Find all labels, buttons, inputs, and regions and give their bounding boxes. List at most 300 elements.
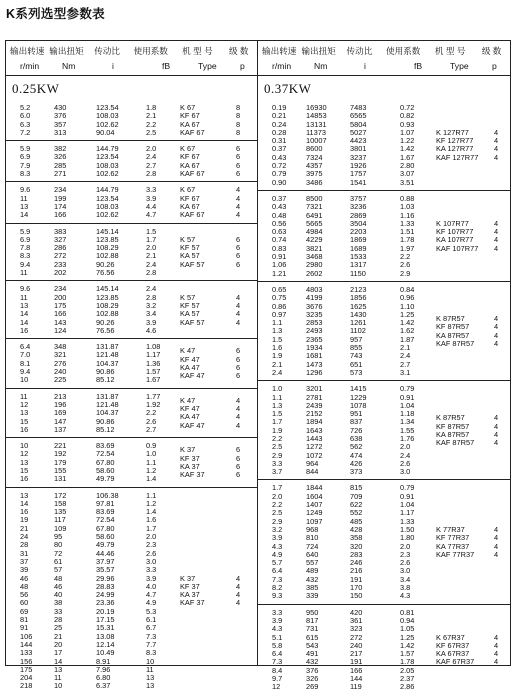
- parameter-table: [5, 40, 511, 692]
- cell: 8.91: [96, 656, 111, 666]
- cell: 225: [54, 375, 67, 385]
- unit-rmin: r/min: [272, 61, 292, 71]
- service-factor-col: [146, 228, 180, 278]
- cell: 2.6: [400, 260, 411, 270]
- type-cell: KA 67: [180, 201, 200, 211]
- cell: 10: [54, 681, 63, 691]
- cell: 1.7: [272, 417, 283, 427]
- service-factor-col: [146, 393, 180, 434]
- cell: 191: [350, 657, 363, 667]
- cell: 104.37: [96, 358, 119, 368]
- service-factor-col: [146, 104, 180, 137]
- spec-group: [6, 223, 257, 281]
- type-cell: K 77R37: [436, 524, 465, 534]
- cell: 6.4: [20, 342, 31, 352]
- ratio-col: [96, 492, 146, 691]
- output-speed-col: [258, 104, 306, 187]
- cell: 56: [20, 590, 29, 600]
- service-factor-col: [146, 343, 180, 384]
- stages-cell: 4: [494, 649, 499, 659]
- type-cell: KAF 67R37: [436, 657, 475, 667]
- cell: 0.79: [400, 384, 415, 394]
- cell: 2.2: [146, 119, 157, 129]
- spec-group: [258, 281, 510, 380]
- cell: 117: [54, 515, 66, 525]
- cell: 1.5: [272, 409, 283, 419]
- cell: 144.79: [96, 185, 119, 195]
- stages-col: [236, 442, 250, 483]
- unit-fb: fB: [414, 61, 423, 71]
- cell: 2.0: [272, 491, 283, 501]
- stages-col: [236, 228, 250, 278]
- type-cell: KF 107R77: [436, 227, 474, 237]
- cell: 1.8: [146, 103, 157, 112]
- cell: 4423: [350, 136, 367, 146]
- cell: 2.3: [146, 540, 157, 550]
- stages-cell: 4: [236, 581, 241, 591]
- cell: 4984: [306, 227, 323, 237]
- cell: 2.1: [400, 343, 411, 353]
- cell: 7321: [306, 202, 323, 212]
- cell: 1.07: [400, 127, 415, 137]
- cell: 1.1: [146, 457, 157, 467]
- cell: 283: [350, 549, 363, 559]
- type-cell: KA 67: [180, 160, 200, 170]
- stages-cell: 4: [494, 330, 499, 340]
- cell: 14: [20, 317, 29, 327]
- cell: 2203: [350, 227, 367, 237]
- cell: 1934: [306, 343, 323, 353]
- ratio-col: [96, 145, 146, 178]
- cell: 3504: [350, 218, 367, 228]
- spec-group: [258, 604, 510, 695]
- ratio-col: [350, 104, 400, 187]
- type-cell: KF 37: [180, 581, 200, 591]
- cell: 0.21: [272, 111, 287, 121]
- stages-cell: 4: [494, 243, 499, 253]
- stages-col: [494, 104, 506, 187]
- cell: 3201: [306, 384, 323, 394]
- cell: 0.63: [272, 227, 287, 237]
- cell: 17.15: [96, 615, 115, 625]
- cell: 5.8: [272, 640, 283, 650]
- cell: 6.80: [96, 673, 111, 683]
- cell: 48: [20, 581, 29, 591]
- cell: 28: [20, 540, 29, 550]
- cell: 2123: [350, 284, 367, 294]
- cell: 44.46: [96, 548, 115, 558]
- stages-cell: 6: [236, 160, 241, 170]
- cell: 246: [350, 558, 363, 568]
- cell: 1.97: [400, 243, 415, 253]
- cell: 1757: [350, 169, 367, 179]
- cell: 123.85: [96, 234, 119, 244]
- cell: 0.74: [272, 235, 287, 245]
- stages-cell: 4: [236, 317, 241, 327]
- cell: 1625: [350, 301, 367, 311]
- cell: 2.2: [272, 433, 283, 443]
- cell: 2.6: [146, 416, 157, 426]
- spec-group: [6, 140, 257, 181]
- cell: 313: [54, 127, 67, 137]
- service-factor-col: [146, 442, 180, 483]
- cell: 1229: [350, 392, 367, 402]
- torque-col: [306, 195, 350, 278]
- cell: 10007: [306, 136, 327, 146]
- type-cell: KA 67R37: [436, 649, 470, 659]
- cell: 16: [20, 325, 29, 335]
- output-speed-col: [258, 195, 306, 278]
- cell: 3236: [350, 202, 367, 212]
- stages-cell: 4: [236, 210, 241, 220]
- cell: 67.80: [96, 457, 115, 467]
- cell: 240: [350, 640, 363, 650]
- stages-cell: 6: [236, 243, 241, 253]
- cell: 651: [350, 359, 363, 369]
- cell: 14853: [306, 111, 327, 121]
- spec-group: [6, 487, 257, 694]
- cell: 709: [350, 491, 363, 501]
- cell: 562: [350, 442, 363, 452]
- cell: 1.04: [400, 400, 415, 410]
- cell: 67.80: [96, 523, 115, 533]
- cell: 10: [20, 441, 29, 451]
- type-cell: KF 77R37: [436, 533, 470, 543]
- cell: 3.07: [400, 169, 415, 179]
- cell: 57: [54, 565, 63, 575]
- cell: 1072: [306, 450, 323, 460]
- cell: 17: [54, 648, 63, 658]
- cell: 21: [54, 631, 63, 641]
- type-cell: K 47: [180, 346, 196, 356]
- cell: 6.4: [272, 566, 283, 576]
- cell: 33: [54, 606, 63, 616]
- torque-col: [54, 285, 96, 335]
- cell: 383: [54, 226, 67, 236]
- cell: 104.37: [96, 408, 119, 418]
- cell: 7.96: [96, 664, 111, 674]
- service-factor-col: [400, 609, 436, 692]
- cell: 0.75: [272, 293, 287, 303]
- cell: 11: [20, 391, 28, 401]
- service-factor-col: [146, 492, 180, 691]
- cell: 0.88: [400, 193, 415, 203]
- stages-cell: 4: [236, 292, 241, 302]
- cell: 90.86: [96, 416, 115, 426]
- type-cell: KF 57: [180, 243, 200, 253]
- type-cell: KAF 67: [180, 210, 205, 220]
- cell: 108.03: [96, 201, 119, 211]
- cell: 179: [54, 457, 67, 467]
- cell: 1844: [306, 483, 323, 493]
- cell: 2.5: [272, 442, 283, 452]
- cell: 102.62: [96, 169, 119, 179]
- output-speed-col: [6, 492, 54, 691]
- cell: 1430: [350, 309, 367, 319]
- cell: 131.87: [96, 342, 119, 352]
- spec-group: [6, 100, 257, 140]
- output-speed-col: [6, 442, 54, 483]
- stages-cell: 4: [494, 144, 499, 154]
- cell: 420: [350, 607, 363, 617]
- cell: 357: [54, 119, 67, 129]
- cell: 175: [20, 664, 33, 674]
- cell: 2.8: [146, 292, 157, 302]
- cell: 6.4: [272, 649, 283, 659]
- cell: 2.4: [146, 259, 157, 269]
- cell: 361: [350, 615, 363, 625]
- type-cell: KA 87R57: [436, 330, 470, 340]
- cell: 1.7: [272, 483, 283, 493]
- stages-cell: 4: [236, 598, 241, 608]
- cell: 286: [54, 243, 67, 253]
- cell: 0.72: [272, 161, 287, 171]
- cell: 2602: [306, 268, 323, 278]
- stages-cell: 4: [236, 420, 241, 430]
- stages-cell: 4: [236, 309, 241, 319]
- cell: 3235: [306, 309, 323, 319]
- type-col: [436, 104, 494, 187]
- cell: 3676: [306, 301, 323, 311]
- cell: 1533: [350, 252, 367, 262]
- type-cell: KA 127R77: [436, 144, 474, 154]
- type-cell: KAF 37: [180, 470, 205, 480]
- type-cell: KA 57: [180, 309, 200, 319]
- type-cell: KAF 87R57: [436, 438, 475, 448]
- torque-col: [54, 442, 96, 483]
- cell: 6.3: [20, 119, 31, 129]
- header-service-factor: 使用系数: [386, 46, 421, 56]
- type-cell: KA 37: [180, 590, 200, 600]
- service-factor-col: [400, 195, 436, 278]
- cell: 2.6: [400, 458, 411, 468]
- cell: 2781: [306, 392, 323, 402]
- cell: 327: [54, 234, 67, 244]
- cell: 1.1: [146, 490, 157, 500]
- cell: 1.57: [146, 367, 161, 377]
- ratio-col: [350, 195, 400, 278]
- stages-cell: 6: [236, 445, 241, 455]
- cell: 39: [20, 565, 29, 575]
- unit-rmin: r/min: [20, 61, 40, 71]
- cell: 1.78: [400, 657, 415, 667]
- spec-group: [258, 380, 510, 479]
- cell: 474: [350, 450, 363, 460]
- cell: 48: [54, 573, 63, 583]
- cell: 855: [350, 343, 363, 353]
- cell: 1.1: [272, 392, 283, 402]
- ratio-col: [96, 285, 146, 335]
- cell: 16: [20, 507, 29, 517]
- cell: 72: [54, 548, 63, 558]
- cell: 731: [306, 624, 319, 634]
- stages-cell: 4: [494, 413, 499, 423]
- cell: 10.49: [96, 648, 115, 658]
- cell: 76.56: [96, 325, 115, 335]
- cell: 3486: [306, 177, 323, 187]
- cell: 1689: [350, 243, 367, 253]
- cell: 2.05: [400, 665, 415, 675]
- cell: 5027: [350, 127, 367, 137]
- cell: 3.0: [400, 566, 411, 576]
- cell: 11: [20, 268, 28, 278]
- cell: 1443: [306, 433, 323, 443]
- cell: 0.91: [272, 252, 287, 262]
- cell: 2980: [306, 260, 323, 270]
- cell: 326: [306, 674, 319, 683]
- cell: 124: [54, 325, 67, 335]
- cell: 83.69: [96, 507, 115, 517]
- cell: 0.9: [146, 441, 157, 451]
- stages-cell: 4: [494, 429, 499, 439]
- cell: 123.85: [96, 292, 119, 302]
- cell: 4.3: [400, 591, 411, 601]
- cell: 0.94: [400, 615, 415, 625]
- cell: 1.18: [400, 409, 415, 419]
- cell: 0.72: [400, 103, 415, 112]
- cell: 1.7: [146, 234, 157, 244]
- cell: 1.33: [400, 516, 415, 526]
- cell: 2.0: [146, 243, 157, 253]
- cell: 172: [54, 490, 67, 500]
- type-cell: KAF 47: [180, 371, 205, 381]
- cell: 4.9: [272, 549, 283, 559]
- cell: 2.0: [400, 442, 411, 452]
- cell: 108.03: [96, 160, 119, 170]
- cell: 0.37: [272, 144, 287, 154]
- cell: 46: [54, 581, 63, 591]
- cell: 83.69: [96, 441, 115, 451]
- cell: 4.0: [146, 581, 157, 591]
- cell: 25: [54, 623, 63, 633]
- stages-col: [236, 492, 250, 691]
- cell: 143: [54, 317, 67, 327]
- cell: 2439: [306, 400, 323, 410]
- cell: 9.4: [20, 259, 31, 269]
- cell: 1.80: [400, 533, 415, 543]
- type-cell: K 37: [180, 445, 196, 455]
- cell: 144: [20, 639, 33, 649]
- header-row-labels: [258, 45, 510, 57]
- stages-cell: 6: [236, 453, 241, 463]
- type-cell: KA 87R57: [436, 429, 470, 439]
- cell: 1.7: [146, 523, 157, 533]
- cell: 37.97: [96, 556, 115, 566]
- ratio-col: [350, 484, 400, 600]
- cell: 7.3: [146, 631, 157, 641]
- header-type: 机 型 号: [434, 46, 466, 56]
- stages-cell: 4: [494, 533, 499, 543]
- cell: 166: [350, 665, 363, 675]
- cell: 10: [146, 656, 155, 666]
- spec-group: [6, 181, 257, 222]
- cell: 106.38: [96, 490, 119, 500]
- service-factor-col: [146, 285, 180, 335]
- cell: 166: [54, 210, 67, 220]
- type-cell: KA 57: [180, 251, 200, 261]
- stages-cell: 4: [494, 421, 499, 431]
- cell: 837: [350, 417, 363, 427]
- cell: 6.37: [96, 681, 111, 691]
- cell: 4.4: [146, 201, 157, 211]
- cell: 373: [350, 467, 363, 477]
- cell: 339: [306, 591, 319, 601]
- cell: 12: [20, 449, 29, 459]
- cell: 13: [146, 673, 155, 683]
- cell: 6.1: [146, 615, 157, 625]
- cell: 15: [20, 416, 29, 426]
- cell: 12: [272, 682, 281, 692]
- cell: 1.62: [400, 326, 415, 336]
- stages-cell: 4: [236, 573, 241, 583]
- cell: 1.1: [272, 318, 283, 328]
- cell: 1296: [306, 367, 323, 377]
- cell: 13: [20, 201, 29, 211]
- cell: 1869: [350, 235, 367, 245]
- cell: 1.3: [272, 400, 283, 410]
- cell: 1.34: [400, 417, 415, 427]
- header-stages: 级 数: [481, 46, 502, 56]
- cell: 7.8: [20, 243, 31, 253]
- cell: 4.7: [146, 210, 157, 220]
- cell: 11: [54, 673, 62, 683]
- cell: 0.90: [272, 177, 287, 187]
- stages-cell: 8: [236, 103, 241, 112]
- cell: 1.17: [146, 350, 161, 360]
- service-factor-col: [146, 145, 180, 178]
- cell: 7.2: [20, 127, 31, 137]
- cell: 3.9: [272, 615, 283, 625]
- cell: 21: [20, 523, 29, 533]
- header-ratio: 传动比: [94, 46, 120, 56]
- type-cell: KAF 127R77: [436, 152, 479, 162]
- cell: 1407: [306, 500, 323, 510]
- cell: 1249: [306, 508, 323, 518]
- cell: 1643: [306, 425, 323, 435]
- cell: 2.86: [400, 682, 415, 692]
- stages-cell: 6: [236, 259, 241, 269]
- cell: 4357: [306, 161, 323, 171]
- stages-cell: 6: [236, 144, 241, 154]
- stages-cell: 6: [236, 461, 241, 471]
- cell: 358: [350, 533, 363, 543]
- stages-col: [236, 393, 250, 434]
- cell: 552: [350, 508, 363, 518]
- cell: 108.29: [96, 243, 119, 253]
- cell: 432: [306, 657, 319, 667]
- cell: 0.81: [400, 607, 415, 617]
- cell: 2.8: [146, 169, 157, 179]
- stages-cell: 4: [494, 541, 499, 551]
- cell: 1.6: [272, 343, 283, 353]
- cell: 1.03: [400, 202, 415, 212]
- cell: 4.3: [272, 624, 283, 634]
- cell: 13: [20, 457, 29, 467]
- cell: 1.57: [400, 649, 415, 659]
- cell: 14: [20, 498, 29, 508]
- cell: 2.2: [272, 500, 283, 510]
- cell: 1261: [350, 318, 367, 328]
- cell: 8.3: [20, 251, 31, 261]
- torque-col: [306, 286, 350, 377]
- cell: 1.5: [146, 226, 157, 236]
- cell: 97.81: [96, 498, 115, 508]
- stages-cell: 4: [494, 136, 499, 146]
- type-col: [436, 609, 494, 692]
- cell: 323: [350, 624, 363, 634]
- cell: 11: [20, 292, 28, 302]
- unit-type: Type: [450, 61, 469, 71]
